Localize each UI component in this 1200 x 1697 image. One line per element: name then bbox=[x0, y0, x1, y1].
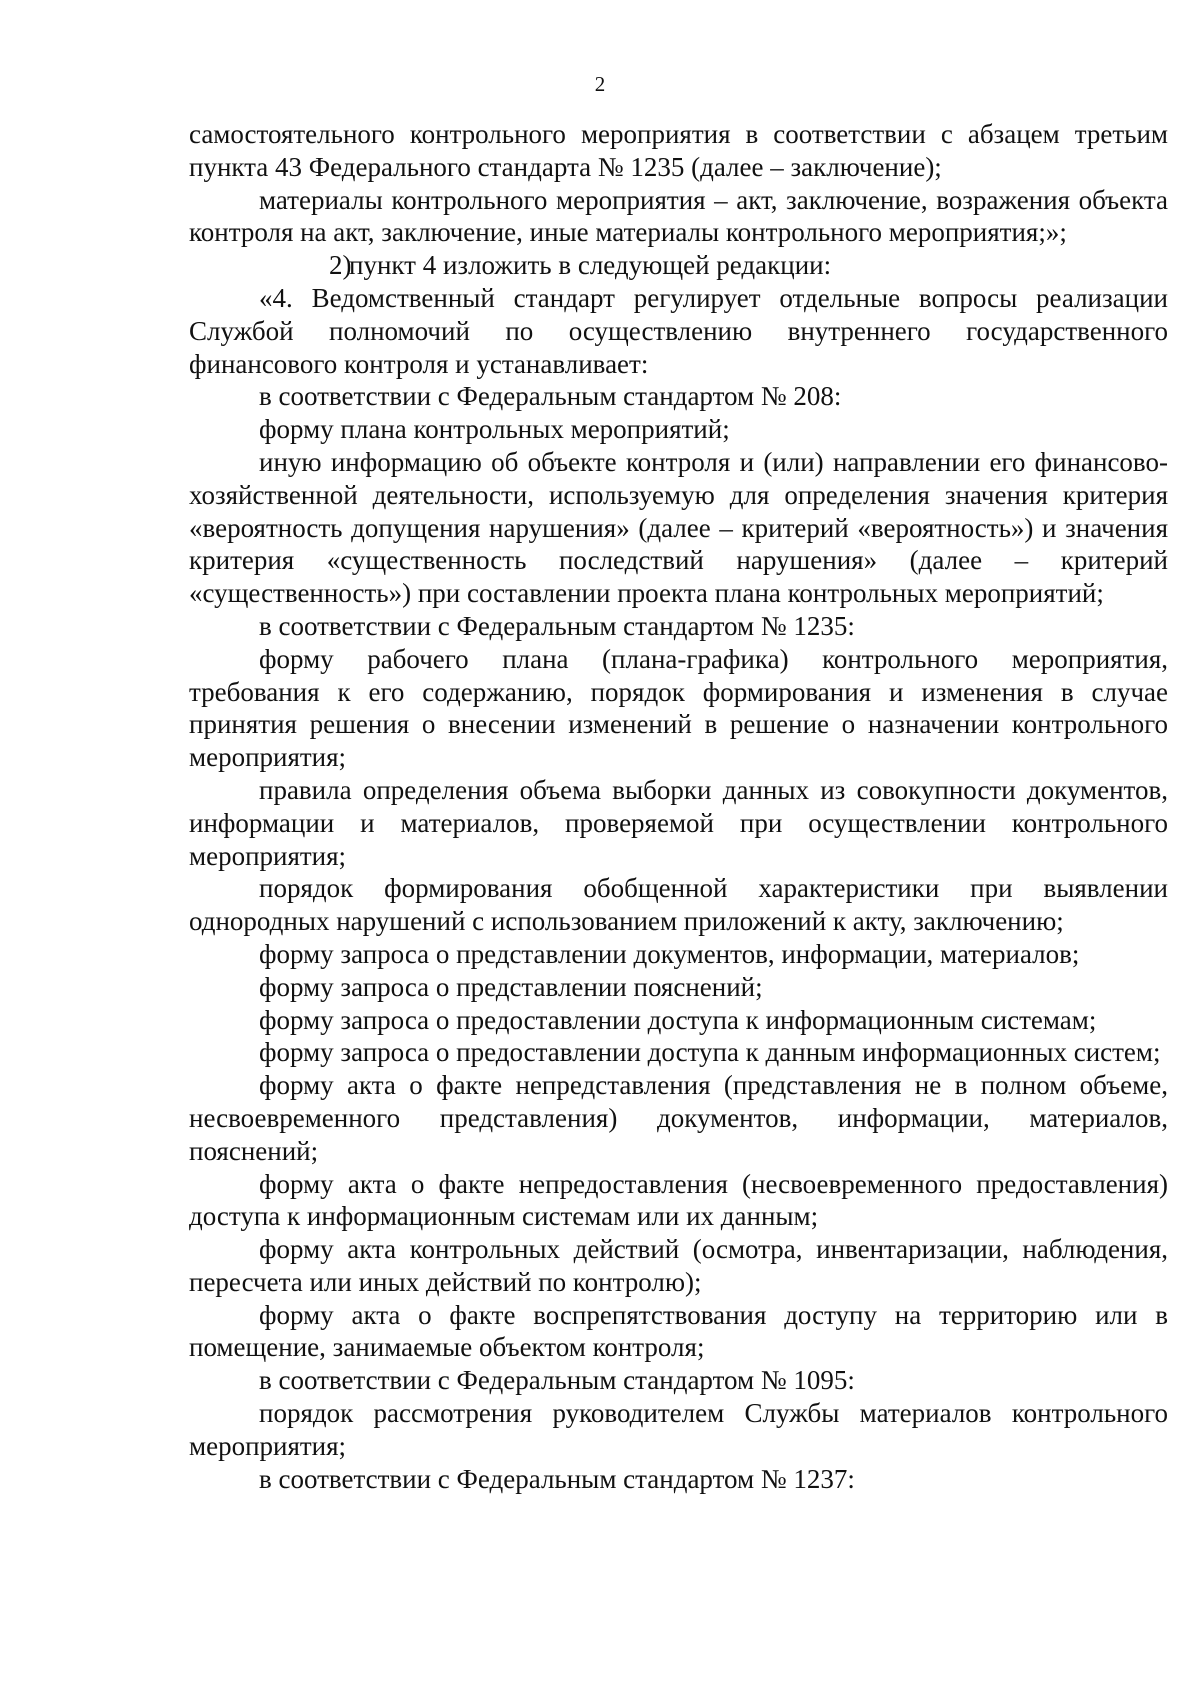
paragraph: в соответствии с Федеральным стандартом № 1235: bbox=[259, 610, 855, 641]
paragraph: форму запроса о представлении пояснений; bbox=[259, 971, 763, 1002]
paragraph: форму акта о факте непредставления (представления не в полном объеме, несвоевременного представления) документов, информации, материалов, пояснений; bbox=[189, 1070, 1168, 1166]
paragraph: материалы контрольного мероприятия – акт, заключение, возражения объекта контроля на акт, заключение, иные материалы контрольного мероприятия;»; bbox=[189, 184, 1168, 248]
paragraph: «4. Ведомственный стандарт регулирует отдельные вопросы реализации Службой полномочий по осуществлению внутреннего государственного финансового контроля и устанавливает: bbox=[189, 282, 1168, 379]
paragraph: в соответствии с Федеральным стандартом № 1095: bbox=[259, 1365, 855, 1396]
paragraph: форму плана контрольных мероприятий; bbox=[259, 414, 730, 445]
paragraph: правила определения объема выборки данных из совокупности документов, информации и материалов, проверяемой при осуществлении контрольного мероприятия; bbox=[189, 774, 1168, 871]
paragraph: форму рабочего плана (плана-графика) контрольного мероприятия, требования к его содержанию, порядок формирования и изменения в случае принятия решения о внесении изменений в решение о назначении контрольного мероприятия; bbox=[189, 643, 1168, 773]
paragraph: форму акта о факте воспрепятствования доступу на территорию или в помещение, занимаемые объектом контроля; bbox=[189, 1299, 1168, 1363]
paragraph-continuation: самостоятельного контрольного мероприятия в соответствии с абзацем третьим пункта 43 Федерального стандарта № 1235 (далее – заключение); bbox=[189, 119, 1168, 182]
paragraph: порядок рассмотрения руководителем Службы материалов контрольного мероприятия; bbox=[189, 1398, 1168, 1461]
paragraph: форму запроса о предоставлении доступа к данным информационных систем; bbox=[259, 1037, 1161, 1068]
paragraph: форму запроса о представлении документов, информации, материалов; bbox=[259, 938, 1080, 969]
paragraph: в соответствии с Федеральным стандартом № 208: bbox=[259, 381, 842, 412]
paragraph: форму акта контрольных действий (осмотра, инвентаризации, наблюдения, пересчета или иных действий по контролю); bbox=[189, 1234, 1168, 1297]
paragraph: иную информацию об объекте контроля и (или) направлении его финансово-хозяйственной деятельности, используемую для определения значения критерия «вероятность допущения нарушения» (далее – критерий «вероятность») и значения критерия «существенность последствий нарушения» (далее – критерий «существенность») при составлении проекта плана контрольных мероприятий; bbox=[189, 446, 1168, 609]
document-body bbox=[189, 118, 1168, 1495]
paragraph: форму акта о факте непредоставления (несвоевременного предоставления) доступа к информационным системам или их данным; bbox=[189, 1168, 1168, 1232]
paragraph: форму запроса о предоставлении доступа к информационным системам; bbox=[259, 1004, 1097, 1035]
page-number: 2 bbox=[594, 72, 606, 96]
item-text: пункт 4 изложить в следующей редакции: bbox=[349, 250, 832, 281]
item-number: 2) bbox=[329, 250, 352, 281]
numbered-item bbox=[189, 249, 1168, 282]
paragraph: в соответствии с Федеральным стандартом № 1237: bbox=[259, 1463, 855, 1494]
paragraph: порядок формирования обобщенной характеристики при выявлении однородных нарушений с использованием приложений к акту, заключению; bbox=[189, 873, 1168, 937]
